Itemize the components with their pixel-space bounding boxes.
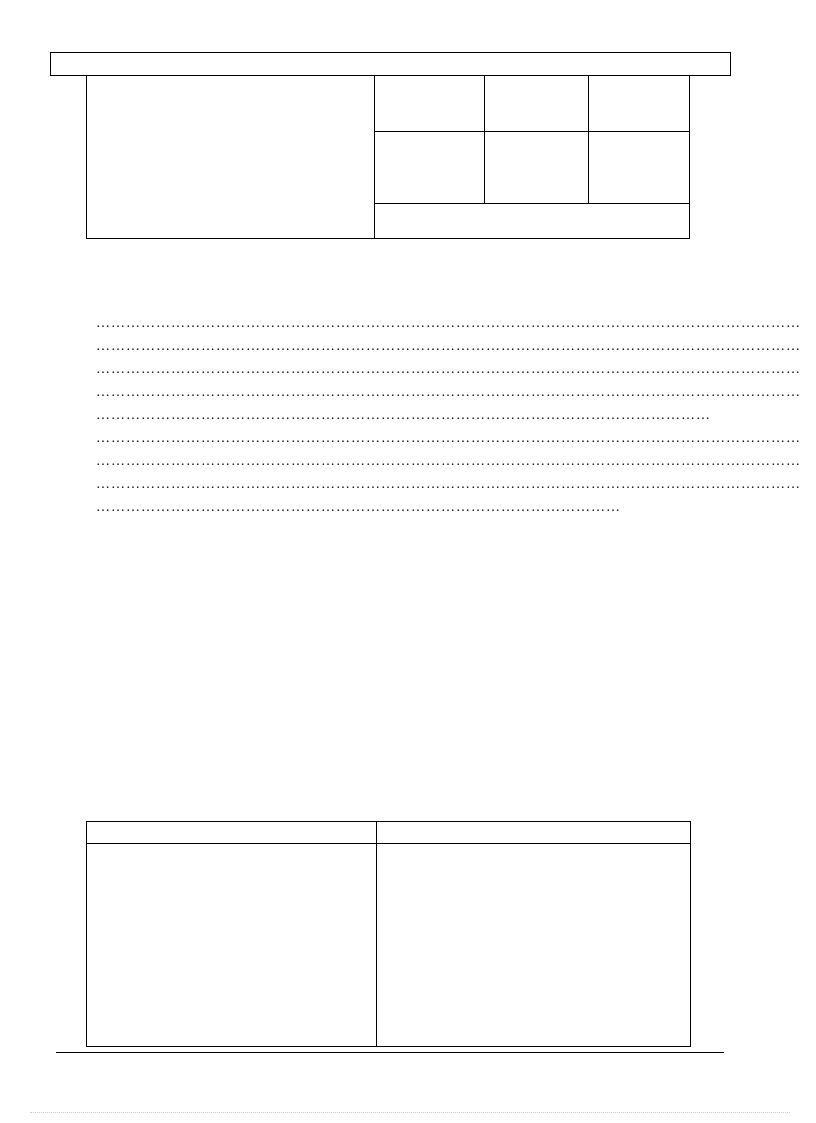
top-mid-border — [374, 75, 375, 239]
text-line — [94, 111, 370, 128]
page-edge — [30, 1112, 790, 1113]
top-table-col2 — [588, 75, 589, 203]
text-line — [94, 196, 370, 213]
main-table-divider — [376, 821, 377, 1046]
dotted-line: …………………………………………………………………………………………………………………………… — [96, 454, 801, 469]
top-left-border — [86, 75, 87, 239]
main-table — [86, 821, 691, 1047]
text-line — [94, 179, 370, 196]
text-line — [94, 128, 370, 145]
dotted-line: …………………………………………………………………………………………… — [96, 500, 621, 515]
footer-rule — [56, 1052, 724, 1053]
header-box — [50, 52, 731, 76]
text-line — [94, 145, 370, 162]
text-line — [94, 77, 370, 94]
text-line — [94, 162, 370, 179]
dotted-line: …………………………………………………………………………………………………………………………… — [96, 362, 801, 377]
top-left-text — [94, 77, 370, 230]
dotted-line: …………………………………………………………………………………………………………………………… — [96, 385, 801, 400]
text-line — [94, 94, 370, 111]
dotted-line: …………………………………………………………………………………………………………………………… — [96, 477, 801, 492]
dotted-line: …………………………………………………………………………………………………………………………… — [96, 431, 801, 446]
top-table-row-line1 — [374, 131, 690, 132]
top-right-border — [689, 75, 690, 239]
top-table-col1 — [484, 75, 485, 203]
dotted-line: …………………………………………………………………………………………………………………………… — [96, 316, 801, 331]
main-table-header-line — [86, 843, 690, 844]
text-line — [94, 213, 370, 230]
dotted-line: …………………………………………………………………………………………………………… — [96, 408, 711, 423]
top-bottom-line — [86, 238, 690, 239]
dotted-line: …………………………………………………………………………………………………………………………… — [96, 339, 801, 354]
top-table-row-line2 — [374, 203, 690, 204]
